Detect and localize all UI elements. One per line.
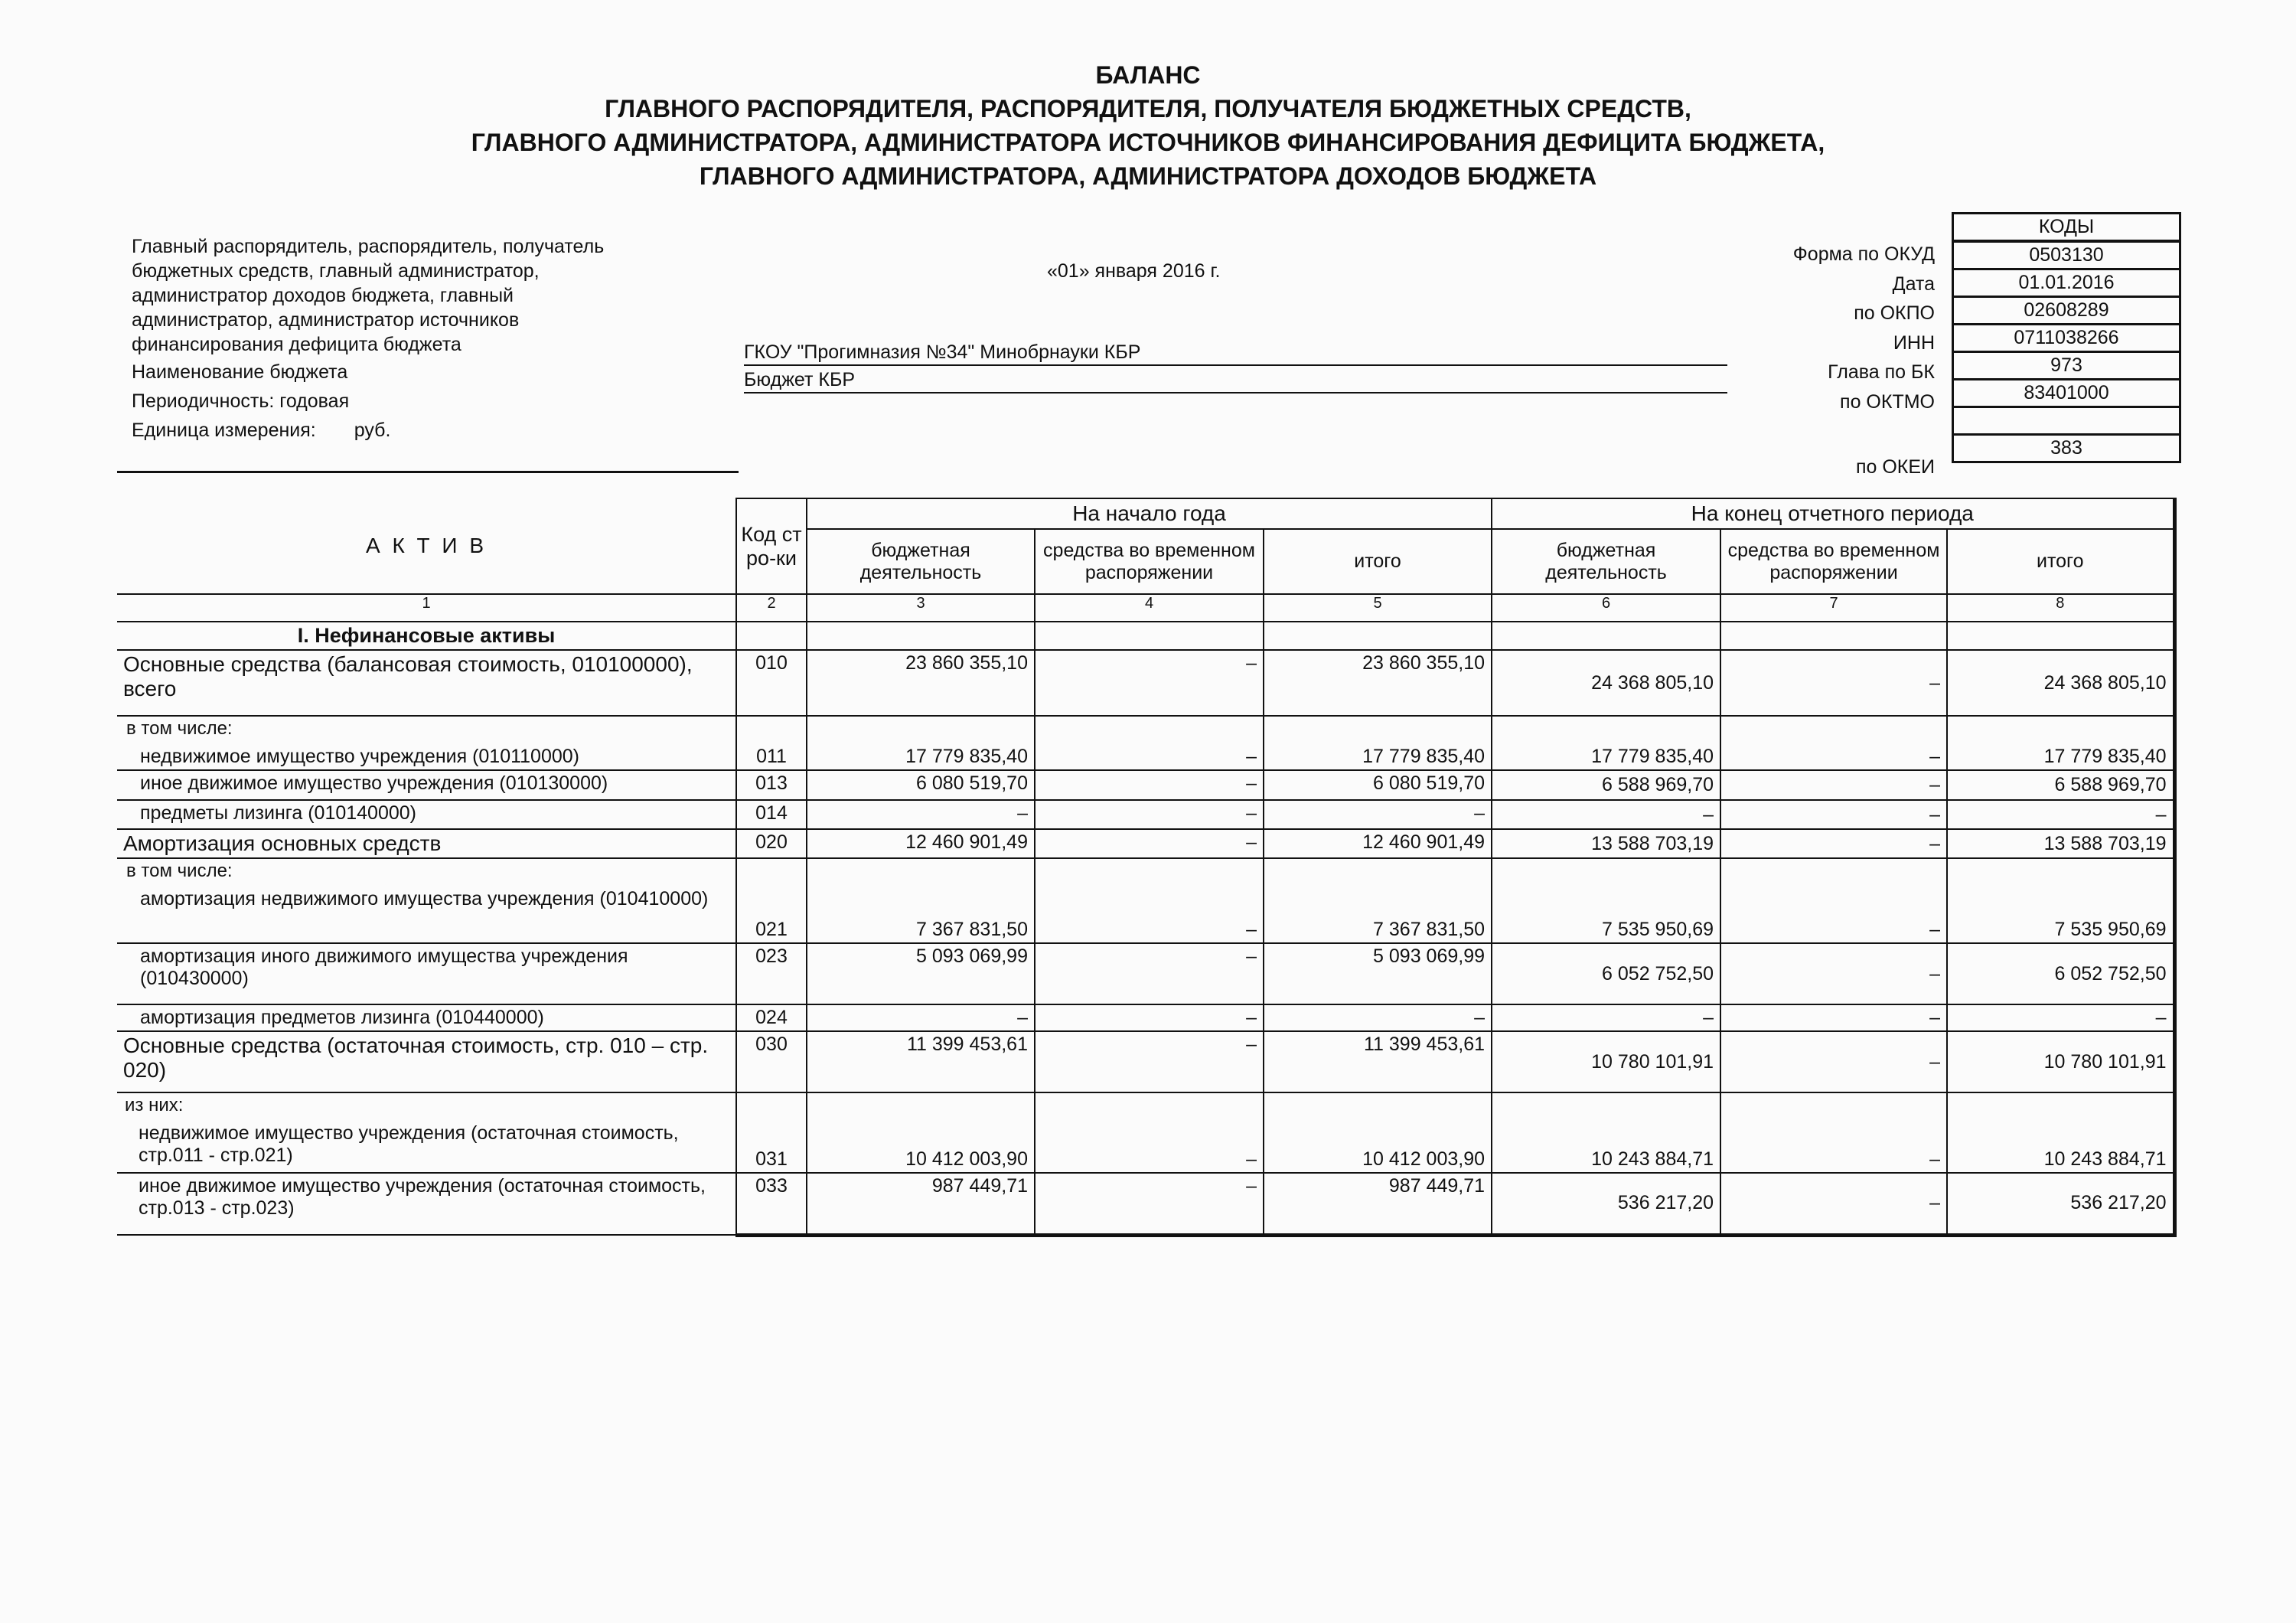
value-cell: 11 399 453,61 <box>1264 1031 1492 1092</box>
table-row <box>117 858 2174 943</box>
code-label: Глава по БК <box>1828 361 1935 383</box>
value-cell: 10 243 884,71 <box>1492 1092 1720 1173</box>
column-number: 5 <box>1264 594 1492 622</box>
codes-title: КОДЫ <box>1953 214 2180 242</box>
value-cell: – <box>1035 1092 1264 1173</box>
value-cell: 6 588 969,70 <box>1947 770 2174 800</box>
table-row <box>117 1173 2174 1235</box>
value-cell: – <box>1035 1004 1264 1031</box>
value-cell: 7 367 831,50 <box>1264 858 1492 943</box>
value-cell: 10 243 884,71 <box>1947 1092 2174 1173</box>
table-row <box>117 1092 2174 1173</box>
value-cell: 12 460 901,49 <box>1264 829 1492 858</box>
code-label: Дата <box>1892 273 1935 295</box>
value-cell: 5 093 069,99 <box>1264 943 1492 1004</box>
value-cell: 24 368 805,10 <box>1947 650 2174 716</box>
column-number: 4 <box>1035 594 1264 622</box>
code-value: 0503130 <box>1953 241 2180 269</box>
row-label-cell <box>117 1004 736 1031</box>
header-code: Код стро-ки <box>736 498 807 594</box>
title-line: ГЛАВНОГО АДМИНИСТРАТОРА, АДМИНИСТРАТОРА ИСТОЧНИКОВ ФИНАНСИРОВАНИЯ ДЕФИЦИТА БЮДЖЕТА, <box>471 129 1825 156</box>
value-cell: – <box>1720 943 1947 1004</box>
value-cell: 536 217,20 <box>1492 1173 1720 1235</box>
value-cell: – <box>1492 800 1720 829</box>
budget-value: Бюджет КБР <box>744 367 1727 394</box>
row-label: предметы лизинга (010140000) <box>140 802 416 824</box>
unit-value: руб. <box>354 420 391 441</box>
entity-label-line: бюджетных средств, главный администратор, <box>132 260 540 282</box>
value-cell: – <box>807 1004 1035 1031</box>
row-code: 013 <box>736 770 807 800</box>
row-label-cell <box>117 829 736 858</box>
value-cell: – <box>1720 1173 1947 1235</box>
value-cell: – <box>1720 1092 1947 1173</box>
code-row <box>1953 407 2180 435</box>
value-cell: – <box>1035 1031 1264 1092</box>
value-cell: 12 460 901,49 <box>807 829 1035 858</box>
value-cell: 987 449,71 <box>807 1173 1035 1235</box>
table-row <box>117 716 2174 770</box>
value-cell: – <box>1264 800 1492 829</box>
entity-label <box>132 234 604 442</box>
row-code: 033 <box>736 1173 807 1235</box>
row-label: амортизация иного движимого имущества учреждения (010430000) <box>140 945 628 989</box>
value-cell: 17 779 835,40 <box>807 716 1035 770</box>
value-cell: – <box>1035 716 1264 770</box>
value-cell: 17 779 835,40 <box>1947 716 2174 770</box>
entity-label-line: администратор доходов бюджета, главный <box>132 285 514 306</box>
header-budget-activity: бюджетная деятельность <box>807 529 1035 594</box>
entity-label-line: Главный распорядитель, распорядитель, получатель <box>132 236 605 257</box>
row-label: Основные средства (балансовая стоимость, 010100000), всего <box>123 652 693 700</box>
value-cell: – <box>807 800 1035 829</box>
column-number: 2 <box>736 594 807 622</box>
code-label: по ОКТМО <box>1840 390 1935 413</box>
value-cell: 10 780 101,91 <box>1492 1031 1720 1092</box>
row-label: амортизация недвижимого имущества учреждения (010410000) <box>140 888 709 909</box>
value-cell: 10 412 003,90 <box>807 1092 1035 1173</box>
table-row <box>117 829 2174 858</box>
value-cell: 6 080 519,70 <box>807 770 1035 800</box>
balance-table <box>117 498 2177 1237</box>
code-row <box>1953 352 2180 380</box>
header-total: итого <box>1947 529 2174 594</box>
value-cell: – <box>1720 1031 1947 1092</box>
row-code: 011 <box>736 716 807 770</box>
row-label: иное движимое имущество учреждения (010130000) <box>140 772 608 794</box>
row-prefix: в том числе: <box>126 718 233 739</box>
value-cell: – <box>1720 770 1947 800</box>
value-cell: 10 780 101,91 <box>1947 1031 2174 1092</box>
row-code: 023 <box>736 943 807 1004</box>
value-cell: 17 779 835,40 <box>1264 716 1492 770</box>
report-date: «01» января 2016 г. <box>1047 260 1221 282</box>
header-total: итого <box>1264 529 1492 594</box>
code-value: 01.01.2016 <box>1953 269 2180 297</box>
code-label: ИНН <box>1893 331 1935 354</box>
row-label-cell <box>117 716 736 770</box>
header-start-of-year: На начало года <box>807 498 1492 529</box>
code-row <box>1953 325 2180 352</box>
value-cell: 7 535 950,69 <box>1947 858 2174 943</box>
column-number: 3 <box>807 594 1035 622</box>
code-row <box>1953 241 2180 269</box>
table-row <box>117 1031 2174 1092</box>
value-cell: – <box>1720 829 1947 858</box>
row-label-cell <box>117 650 736 716</box>
codes-table <box>1952 212 2181 463</box>
code-value: 02608289 <box>1953 297 2180 325</box>
row-code: 020 <box>736 829 807 858</box>
value-cell: 24 368 805,10 <box>1492 650 1720 716</box>
code-value <box>1953 407 2180 435</box>
row-label-cell <box>117 1031 736 1092</box>
row-label-cell <box>117 858 736 943</box>
table-row <box>117 1004 2174 1031</box>
header-end-of-period: На конец отчетного периода <box>1492 498 2174 529</box>
value-cell: – <box>1035 829 1264 858</box>
column-number: 7 <box>1720 594 1947 622</box>
row-prefix: из них: <box>125 1095 184 1115</box>
code-row <box>1953 380 2180 407</box>
entity-label-line: администратор, администратор источников <box>132 309 520 331</box>
row-code: 030 <box>736 1031 807 1092</box>
value-cell: – <box>1035 1173 1264 1235</box>
title-line: ГЛАВНОГО АДМИНИСТРАТОРА, АДМИНИСТРАТОРА ДОХОДОВ БЮДЖЕТА <box>699 162 1597 190</box>
entity-value: ГКОУ "Прогимназия №34" Минобрнауки КБР <box>744 340 1727 366</box>
column-number: 8 <box>1947 594 2174 622</box>
row-label-cell <box>117 770 736 800</box>
value-cell: 6 588 969,70 <box>1492 770 1720 800</box>
value-cell: 23 860 355,10 <box>1264 650 1492 716</box>
table-row <box>117 770 2174 800</box>
unit-label: Единица измерения: <box>132 420 316 441</box>
code-row <box>1953 269 2180 297</box>
row-label: иное движимое имущество учреждения (остаточная стоимость, стр.013 - стр.023) <box>139 1175 706 1219</box>
value-cell: 10 412 003,90 <box>1264 1092 1492 1173</box>
value-cell: – <box>1035 650 1264 716</box>
value-cell: 5 093 069,99 <box>807 943 1035 1004</box>
value-cell: – <box>1720 650 1947 716</box>
column-number: 1 <box>117 594 736 622</box>
value-cell: 13 588 703,19 <box>1947 829 2174 858</box>
row-code: 014 <box>736 800 807 829</box>
row-code: 010 <box>736 650 807 716</box>
row-label: Амортизация основных средств <box>123 831 442 855</box>
row-code: 021 <box>736 858 807 943</box>
value-cell: – <box>1947 1004 2174 1031</box>
code-value: 83401000 <box>1953 380 2180 407</box>
header-temp-funds: средства во временном распоряжении <box>1035 529 1264 594</box>
row-label: недвижимое имущество учреждения (остаточная стоимость, стр.011 - стр.021) <box>139 1122 679 1166</box>
value-cell: 11 399 453,61 <box>807 1031 1035 1092</box>
value-cell: 6 052 752,50 <box>1947 943 2174 1004</box>
value-cell: – <box>1035 943 1264 1004</box>
divider <box>117 471 739 473</box>
section-heading: I. Нефинансовые активы <box>117 622 736 650</box>
row-label-cell <box>117 943 736 1004</box>
entity-label-line: финансирования дефицита бюджета <box>132 334 461 355</box>
value-cell: 23 860 355,10 <box>807 650 1035 716</box>
title-line: ГЛАВНОГО РАСПОРЯДИТЕЛЯ, РАСПОРЯДИТЕЛЯ, ПОЛУЧАТЕЛЯ БЮДЖЕТНЫХ СРЕДСТВ, <box>605 95 1691 122</box>
value-cell: 536 217,20 <box>1947 1173 2174 1235</box>
value-cell: 6 052 752,50 <box>1492 943 1720 1004</box>
row-label-cell <box>117 1092 736 1173</box>
value-cell: 13 588 703,19 <box>1492 829 1720 858</box>
period-label: Периодичность: годовая <box>132 390 350 412</box>
row-label-cell <box>117 1173 736 1235</box>
row-code: 031 <box>736 1092 807 1173</box>
document-title <box>0 58 2296 193</box>
row-label: амортизация предметов лизинга (010440000) <box>140 1007 544 1028</box>
value-cell: – <box>1492 1004 1720 1031</box>
row-prefix: в том числе: <box>126 860 233 881</box>
value-cell: 6 080 519,70 <box>1264 770 1492 800</box>
code-value: 0711038266 <box>1953 325 2180 352</box>
value-cell: – <box>1720 800 1947 829</box>
value-cell: – <box>1264 1004 1492 1031</box>
header-asset: А К Т И В <box>117 498 736 594</box>
row-label: Основные средства (остаточная стоимость, стр. 010 – стр. 020) <box>123 1034 709 1082</box>
table-row <box>117 800 2174 829</box>
code-label: Форма по ОКУД <box>1792 243 1935 265</box>
header-budget-activity: бюджетная деятельность <box>1492 529 1720 594</box>
code-value: 383 <box>1953 435 2180 462</box>
value-cell: – <box>1720 716 1947 770</box>
row-label: недвижимое имущество учреждения (010110000) <box>140 746 579 767</box>
table-row <box>117 650 2174 716</box>
budget-label: Наименование бюджета <box>132 361 348 383</box>
code-row <box>1953 435 2180 462</box>
value-cell: – <box>1035 800 1264 829</box>
table-row <box>117 943 2174 1004</box>
title-line: БАЛАНС <box>1095 61 1201 89</box>
code-row <box>1953 297 2180 325</box>
code-label: по ОКПО <box>1854 302 1935 324</box>
value-cell: – <box>1947 800 2174 829</box>
code-value: 973 <box>1953 352 2180 380</box>
value-cell: 17 779 835,40 <box>1492 716 1720 770</box>
column-number: 6 <box>1492 594 1720 622</box>
value-cell: – <box>1720 1004 1947 1031</box>
value-cell: – <box>1720 858 1947 943</box>
value-cell: – <box>1035 858 1264 943</box>
code-label: по ОКЕИ <box>1855 456 1935 478</box>
value-cell: 7 367 831,50 <box>807 858 1035 943</box>
row-code: 024 <box>736 1004 807 1031</box>
header-temp-funds: средства во временном распоряжении <box>1720 529 1947 594</box>
value-cell: 7 535 950,69 <box>1492 858 1720 943</box>
value-cell: – <box>1035 770 1264 800</box>
row-label-cell <box>117 800 736 829</box>
value-cell: 987 449,71 <box>1264 1173 1492 1235</box>
